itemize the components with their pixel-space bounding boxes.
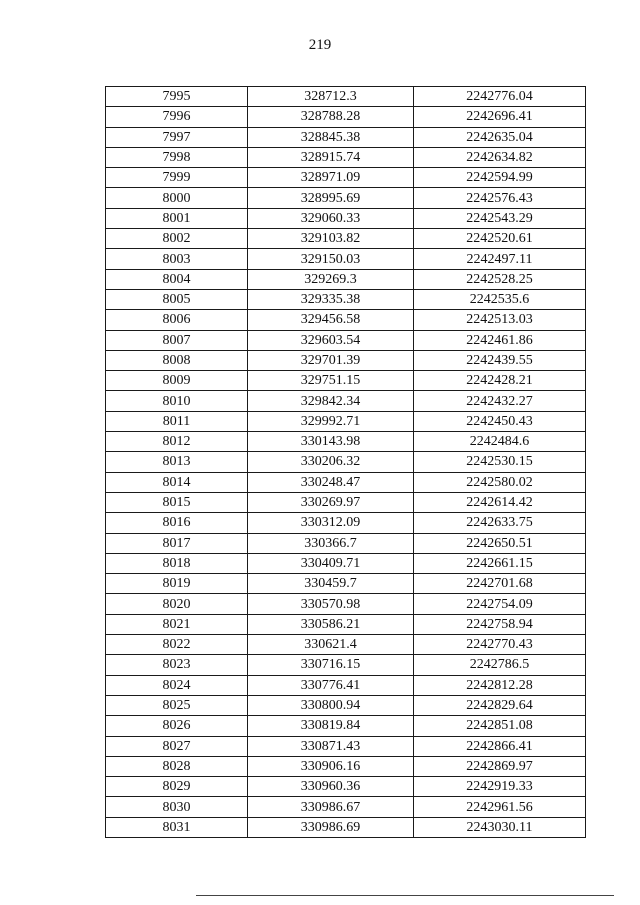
table-row [106,797,586,817]
x-coordinate-cell: 330776.41 [248,675,414,695]
point-number-cell: 8027 [106,736,248,756]
y-coordinate-cell: 2242770.43 [414,635,586,655]
table-row [106,513,586,533]
x-coordinate-cell: 329751.15 [248,371,414,391]
x-coordinate-cell: 329456.58 [248,310,414,330]
x-coordinate-cell: 330986.69 [248,817,414,837]
y-coordinate-cell: 2243030.11 [414,817,586,837]
y-coordinate-cell: 2242528.25 [414,269,586,289]
table-row [106,432,586,452]
y-coordinate-cell: 2242594.99 [414,168,586,188]
x-coordinate-cell: 330800.94 [248,695,414,715]
point-number-cell: 7998 [106,147,248,167]
y-coordinate-cell: 2242919.33 [414,777,586,797]
page-number: 219 [308,37,332,53]
y-coordinate-cell: 2242461.86 [414,330,586,350]
x-coordinate-cell: 329603.54 [248,330,414,350]
y-coordinate-cell: 2242520.61 [414,229,586,249]
x-coordinate-cell: 330621.4 [248,635,414,655]
table-row [106,350,586,370]
y-coordinate-cell: 2242961.56 [414,797,586,817]
point-number-cell: 8014 [106,472,248,492]
table-row [106,229,586,249]
table-row [106,107,586,127]
table-row [106,655,586,675]
point-number-cell: 8003 [106,249,248,269]
x-coordinate-cell: 328788.28 [248,107,414,127]
point-number-cell: 8007 [106,330,248,350]
point-number-cell: 8001 [106,208,248,228]
x-coordinate-cell: 330269.97 [248,492,414,512]
table-row [106,411,586,431]
x-coordinate-cell: 329060.33 [248,208,414,228]
x-coordinate-cell: 329335.38 [248,289,414,309]
y-coordinate-cell: 2242812.28 [414,675,586,695]
table-row [106,533,586,553]
x-coordinate-cell: 330248.47 [248,472,414,492]
point-number-cell: 8023 [106,655,248,675]
table-row [106,391,586,411]
y-coordinate-cell: 2242635.04 [414,127,586,147]
point-number-cell: 7997 [106,127,248,147]
point-number-cell: 8013 [106,452,248,472]
y-coordinate-cell: 2242450.43 [414,411,586,431]
x-coordinate-cell: 330960.36 [248,777,414,797]
table-row [106,208,586,228]
x-coordinate-cell: 329842.34 [248,391,414,411]
point-number-cell: 8012 [106,432,248,452]
y-coordinate-cell: 2242851.08 [414,716,586,736]
x-coordinate-cell: 330409.71 [248,553,414,573]
table-row [106,695,586,715]
point-number-cell: 8008 [106,350,248,370]
x-coordinate-cell: 329701.39 [248,350,414,370]
x-coordinate-cell: 330366.7 [248,533,414,553]
table-row [106,756,586,776]
y-coordinate-cell: 2242576.43 [414,188,586,208]
table-row [106,269,586,289]
y-coordinate-cell: 2242439.55 [414,350,586,370]
x-coordinate-cell: 329103.82 [248,229,414,249]
table-row [106,188,586,208]
point-number-cell: 8025 [106,695,248,715]
x-coordinate-cell: 329269.3 [248,269,414,289]
y-coordinate-cell: 2242869.97 [414,756,586,776]
bottom-rule [196,895,614,896]
x-coordinate-cell: 330716.15 [248,655,414,675]
table-row [106,472,586,492]
y-coordinate-cell: 2242754.09 [414,594,586,614]
table-row [106,594,586,614]
x-coordinate-cell: 328712.3 [248,87,414,107]
y-coordinate-cell: 2242513.03 [414,310,586,330]
point-number-cell: 7996 [106,107,248,127]
point-number-cell: 8029 [106,777,248,797]
point-number-cell: 8024 [106,675,248,695]
y-coordinate-cell: 2242614.42 [414,492,586,512]
table-row [106,249,586,269]
point-number-cell: 8030 [106,797,248,817]
point-number-cell: 7999 [106,168,248,188]
table-row [106,289,586,309]
coordinates-table-body [106,87,586,838]
point-number-cell: 8028 [106,756,248,776]
point-number-cell: 8031 [106,817,248,837]
point-number-cell: 8022 [106,635,248,655]
point-number-cell: 8005 [106,289,248,309]
point-number-cell: 8018 [106,553,248,573]
table-row [106,492,586,512]
table-row [106,147,586,167]
coordinates-table [105,86,586,838]
x-coordinate-cell: 330871.43 [248,736,414,756]
table-row [106,452,586,472]
y-coordinate-cell: 2242829.64 [414,695,586,715]
table-row [106,168,586,188]
point-number-cell: 8002 [106,229,248,249]
x-coordinate-cell: 328845.38 [248,127,414,147]
y-coordinate-cell: 2242776.04 [414,87,586,107]
table-row [106,675,586,695]
x-coordinate-cell: 330906.16 [248,756,414,776]
y-coordinate-cell: 2242633.75 [414,513,586,533]
table-row [106,817,586,837]
point-number-cell: 8000 [106,188,248,208]
y-coordinate-cell: 2242428.21 [414,371,586,391]
x-coordinate-cell: 329150.03 [248,249,414,269]
x-coordinate-cell: 328915.74 [248,147,414,167]
y-coordinate-cell: 2242530.15 [414,452,586,472]
x-coordinate-cell: 329992.71 [248,411,414,431]
y-coordinate-cell: 2242484.6 [414,432,586,452]
x-coordinate-cell: 328971.09 [248,168,414,188]
y-coordinate-cell: 2242432.27 [414,391,586,411]
point-number-cell: 8026 [106,716,248,736]
x-coordinate-cell: 330570.98 [248,594,414,614]
x-coordinate-cell: 328995.69 [248,188,414,208]
table-row [106,330,586,350]
table-row [106,371,586,391]
point-number-cell: 8004 [106,269,248,289]
y-coordinate-cell: 2242634.82 [414,147,586,167]
point-number-cell: 8015 [106,492,248,512]
x-coordinate-cell: 330312.09 [248,513,414,533]
table-row [106,310,586,330]
y-coordinate-cell: 2242535.6 [414,289,586,309]
point-number-cell: 8021 [106,614,248,634]
table-row [106,716,586,736]
x-coordinate-cell: 330586.21 [248,614,414,634]
table-row [106,614,586,634]
x-coordinate-cell: 330819.84 [248,716,414,736]
point-number-cell: 8006 [106,310,248,330]
y-coordinate-cell: 2242497.11 [414,249,586,269]
x-coordinate-cell: 330143.98 [248,432,414,452]
y-coordinate-cell: 2242758.94 [414,614,586,634]
point-number-cell: 7995 [106,87,248,107]
y-coordinate-cell: 2242661.15 [414,553,586,573]
point-number-cell: 8017 [106,533,248,553]
table-row [106,127,586,147]
table-row [106,635,586,655]
table-row [106,736,586,756]
point-number-cell: 8019 [106,574,248,594]
x-coordinate-cell: 330986.67 [248,797,414,817]
table-row [106,553,586,573]
point-number-cell: 8010 [106,391,248,411]
point-number-cell: 8011 [106,411,248,431]
y-coordinate-cell: 2242701.68 [414,574,586,594]
table-row [106,574,586,594]
x-coordinate-cell: 330459.7 [248,574,414,594]
point-number-cell: 8020 [106,594,248,614]
y-coordinate-cell: 2242696.41 [414,107,586,127]
point-number-cell: 8016 [106,513,248,533]
y-coordinate-cell: 2242543.29 [414,208,586,228]
y-coordinate-cell: 2242650.51 [414,533,586,553]
y-coordinate-cell: 2242580.02 [414,472,586,492]
y-coordinate-cell: 2242786.5 [414,655,586,675]
x-coordinate-cell: 330206.32 [248,452,414,472]
point-number-cell: 8009 [106,371,248,391]
y-coordinate-cell: 2242866.41 [414,736,586,756]
table-row [106,777,586,797]
table-row [106,87,586,107]
